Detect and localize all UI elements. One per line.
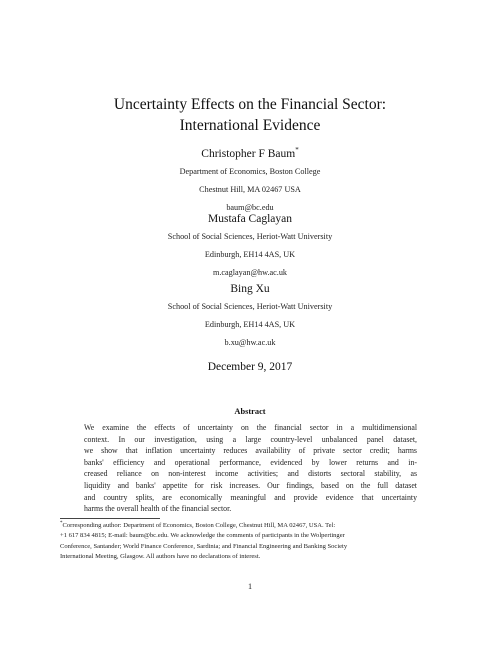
author-block-caglayan	[0, 212, 500, 279]
author-email: baum@bc.edu	[226, 203, 274, 212]
footnote-line: Conference, Santander; World Finance Conference, Sardinia; and Financial Engineering and Banking Society	[60, 542, 348, 550]
abstract-line: we show that inflation uncertainty reduces availability of private sector credit; harms	[84, 446, 417, 456]
author-address: Chestnut Hill, MA 02467 USA	[199, 185, 301, 194]
author-address: Edinburgh, EH14 4AS, UK	[204, 320, 296, 329]
paper-title	[0, 94, 500, 136]
footnote-line: *Corresponding author: Department of Economics, Boston College, Chestnut Hill, MA 02467, USA. Tel:	[60, 520, 336, 529]
abstract-line: We examine the effects of uncertainty on the financial sector in a multidimensional	[84, 423, 417, 432]
abstract-line: and country splits, are economically meaningful and provide evidence that uncertainty	[84, 492, 417, 502]
author-name: Christopher F Baum*	[201, 146, 299, 160]
abstract-line: context. In our investigation, using a large country-level unbalanced panel dataset,	[84, 434, 417, 444]
footnote-line: +1 617 834 4815; E-mail: baum@bc.edu. We acknowledge the comments of participants in the Wolpertinger	[60, 532, 345, 540]
abstract-line: liquidity and banks' appetite for risk increases. Our findings, based on the full dataset	[84, 480, 417, 490]
footnote	[60, 521, 442, 563]
author-address: Edinburgh, EH14 4AS, UK	[204, 250, 296, 259]
footnote-mark: *	[60, 520, 63, 526]
abstract-line: harms the overall health of the financial sector.	[84, 504, 232, 514]
abstract-heading: Abstract	[234, 407, 266, 416]
author-department: School of Social Sciences, Heriot-Watt University	[167, 302, 333, 311]
title-line-2: International Evidence	[179, 117, 321, 134]
author-department: School of Social Sciences, Heriot-Watt University	[167, 232, 333, 241]
author-name: Mustafa Caglayan	[208, 213, 292, 225]
footnote-line: International Meeting, Glasgow. All authors have no declarations of interest.	[60, 553, 261, 561]
author-block-xu	[0, 282, 500, 349]
author-email: b.xu@hw.ac.uk	[224, 338, 276, 347]
author-footnote-mark: *	[295, 146, 299, 155]
footnote-divider	[60, 518, 160, 519]
paper-date: December 9, 2017	[207, 361, 293, 373]
abstract-text	[84, 422, 417, 515]
author-name: Bing Xu	[230, 283, 270, 295]
page-number: 1	[247, 582, 253, 591]
abstract-line: creased reliance on non-interest income activities; and distorts sectoral stability, as	[84, 469, 417, 479]
author-department: Department of Economics, Boston College	[179, 167, 321, 176]
author-block-baum	[0, 147, 500, 214]
author-email: m.caglayan@hw.ac.uk	[212, 268, 288, 277]
title-line-1: Uncertainty Effects on the Financial Sector:	[113, 96, 387, 113]
abstract-line: banks' efficiency and operational performance, evidenced by lower returns and in-	[84, 457, 417, 467]
